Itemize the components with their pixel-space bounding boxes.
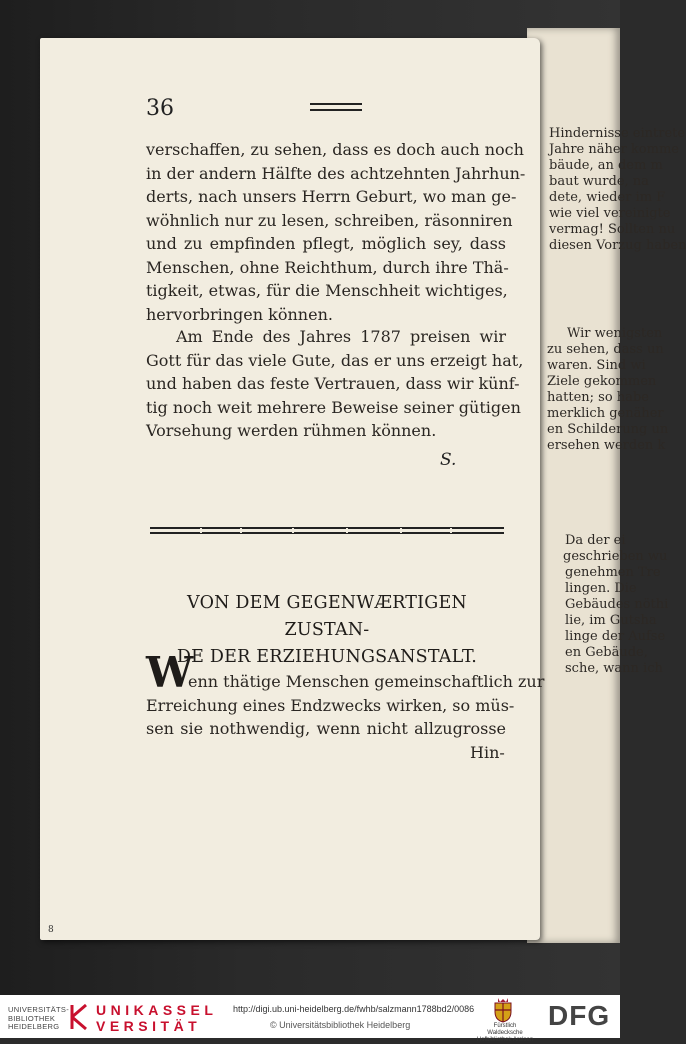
text-line: Am Ende des Jahres 1787 preisen wir [176,327,506,346]
right-line: Jahre näher komme [549,142,679,157]
right-line: diesen Vorzug haben [549,238,686,253]
right-line: bäude, an dem m [549,158,663,173]
right-line: dete, wieder im F [549,190,666,205]
arolsen-line: Fürstlich Waldecksche [487,1023,523,1036]
arolsen-library-label [476,1023,534,1044]
paragraph-2 [146,325,524,443]
text-line: Vorsehung werden rühmen können. [146,421,437,440]
right-line: Ziele gekommen [547,374,657,389]
right-line: lingen. Die [565,581,637,596]
right-line: en Gebäude, [565,645,648,660]
kassel-line-1: UNIKASSEL [96,1002,218,1018]
right-line: hatten; so habe [547,390,649,405]
text-line: tigkeit, etwas, für die Menschheit wichtiges, [146,281,508,300]
right-line: linge der Aufse [565,629,666,644]
copyright-text: © Universitätsbibliothek Heidelberg [270,1020,411,1030]
paragraph-1 [146,138,526,326]
section-separator [150,527,504,535]
right-line: en Schilderung un [547,422,669,437]
text-line: tig noch weit mehrere Beweise seiner gütigen [146,397,521,417]
text-line: hervorbringen können. [146,304,333,324]
kassel-wordmark[interactable] [96,1002,217,1034]
right-line: Gebäudes nöthi [565,597,669,612]
signature: S. [440,450,457,470]
right-page-block-2 [547,326,669,454]
right-line: baut wurde, na [549,174,649,189]
right-line: geschrieben wu [563,549,668,564]
right-line: sche, wann ich [565,661,663,676]
source-url-link[interactable]: http://digi.ub.uni-heidelberg.de/fwhb/salzmann1788bd2/0086 [233,1004,475,1014]
paragraph-3 [146,670,545,741]
catchword: Hin- [470,743,505,762]
waldeck-crest-icon[interactable] [492,997,514,1023]
text-line: in der andern Hälfte des achtzehnten Jahrhun- [146,163,526,183]
header-rule [310,103,362,111]
heidelberg-line: BIBLIOTHEK [8,1013,56,1023]
right-page [527,28,686,943]
right-line: wie viel vereinigte [549,206,671,221]
text-line: Gott für das viele Gute, das er uns erzeigt hat, [146,350,524,370]
arolsen-line: Hofbibliothek Arolsen [476,1037,534,1043]
heidelberg-line: UNIVERSITÄTS- [8,1005,69,1014]
text-line: sen sie nothwendig, wenn nicht allzugrosse [146,719,506,738]
right-line: genehmen Tre [565,565,661,580]
heidelberg-library-label[interactable] [8,1006,69,1032]
right-page-block-1 [549,126,686,254]
text-line: enn thätige Menschen gemeinschaftlich zur [188,672,545,691]
right-line: Hindernisse eintrete [549,126,686,141]
dfg-logo[interactable]: DFG [548,1000,611,1031]
heidelberg-line: HEIDELBERG [8,1022,60,1031]
section-title [146,590,508,671]
right-line: Wir wenigsten [567,326,663,341]
right-line: merklich genäher [547,406,664,421]
kassel-line-2: VERSITÄT [96,1018,202,1034]
section-title-line: DE DER ERZIEHUNGSANSTALT. [176,647,478,667]
text-line: Erreichung eines Endzwecks wirken, so müs- [146,695,515,715]
page-number: 36 [146,96,174,121]
text-line: wöhnlich nur zu lesen, schreiben, räsonniren [146,210,513,230]
text-line: und zu empfinden pflegt, möglich sey, dass [146,234,506,253]
right-line: vermag! Sollten nu [549,222,676,237]
text-line: derts, nach unsers Herrn Geburt, wo man ge- [146,187,517,206]
right-line: ersehen werden k [547,438,666,453]
right-line: zu sehen, dass un [547,342,664,357]
right-line: lie, im Gutsha [565,613,657,628]
text-line: und haben das feste Vertrauen, dass wir künf- [146,374,520,393]
right-line: waren. Sind wi [547,358,646,373]
margin-mark: 8 [48,925,54,935]
right-line: Da der ei [565,533,626,548]
section-title-line: VON DEM GEGENWÆRTIGEN ZUSTAN- [187,593,467,640]
text-line: verschaffen, zu sehen, dass es doch auch noch [146,140,524,159]
right-page-block-3 [565,533,668,677]
drop-cap: W [146,648,194,697]
kassel-logo-icon[interactable] [70,1003,90,1031]
text-line: Menschen, ohne Reichthum, durch ihre Thä- [146,257,509,277]
